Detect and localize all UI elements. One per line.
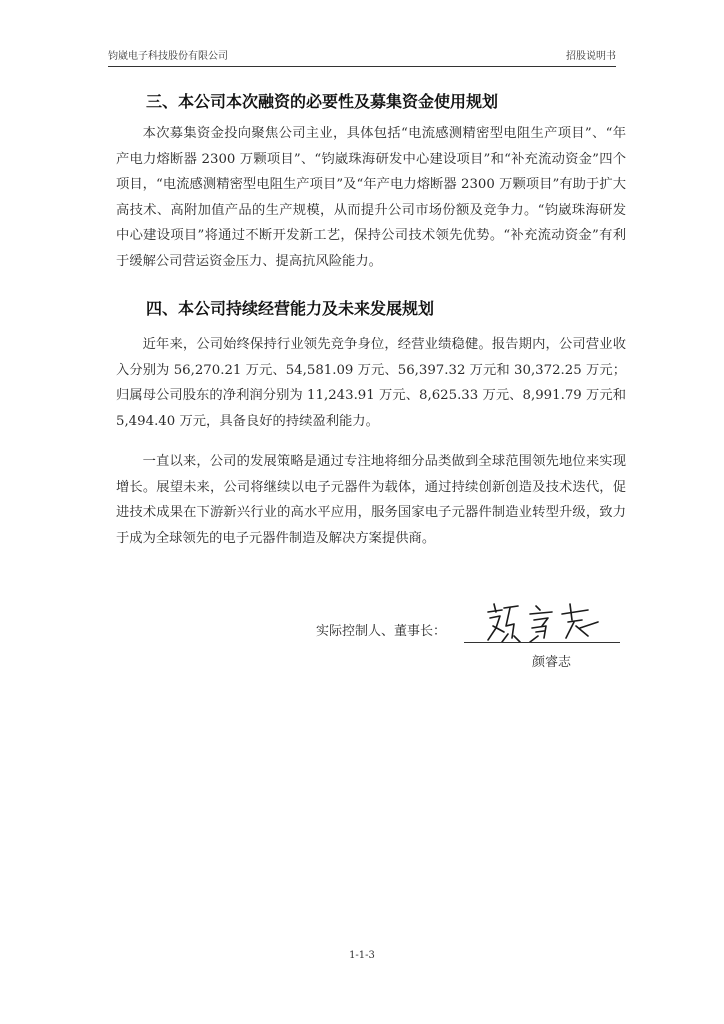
section-4-title: 四、本公司持续经营能力及未来发展规划 xyxy=(146,299,435,318)
header-company-name: 钧崴电子科技股份有限公司 xyxy=(108,51,228,62)
signature-line xyxy=(464,642,620,643)
header-document-type: 招股说明书 xyxy=(566,51,616,62)
signatory-name: 颜睿志 xyxy=(532,655,572,670)
section-3-paragraph: 本次募集资金投向聚焦公司主业，具体包括“电流感测精密型电阻生产项目”、“年产电力熔断器 2300 万颗项目”、“钧崴珠海研发中心建设项目”和“补充流动资金”四个项目，“电流感测精密型电阻生产项目”及“年产电力熔断器 2300 万颗项目”有助于扩大高技术、高附加值产品的生产规模，从而提升公司市场份额及竞争力。“钧崴珠海研发中心建设项目”将通过不断开发新工艺，保持公司技术领先优势。“补充流动资金”有利于缓解公司营运资金压力、提高抗风险能力。 xyxy=(116,126,626,269)
signature-label: 实际控制人、董事长： xyxy=(316,624,447,639)
page-number: 1-1-3 xyxy=(349,950,375,961)
section-3-title: 三、本公司本次融资的必要性及募集资金使用规划 xyxy=(146,92,499,111)
page-header xyxy=(108,50,616,67)
section-4-paragraph-1: 近年来，公司始终保持行业领先竞争身位，经营业绩稳健。报告期内，公司营业收入分别为 56,270.21 万元、54,581.09 万元、56,397.32 万元和 30,372.25 万元；归属母公司股东的净利润分别为 11,243.91 万元、8,625.33 万元、8,991.79 万元和 5,494.40 万元，具备良好的持续盈利能力。 xyxy=(116,337,626,429)
section-4-paragraph-2: 一直以来，公司的发展策略是通过专注地将细分品类做到全球范围领先地位来实现增长。展望未来，公司将继续以电子元器件为载体，通过持续创新创造及技术迭代，促进技术成果在下游新兴行业的高水平应用，服务国家电子元器件制造业转型升级，致力于成为全球领先的电子元器件制造及解决方案提供商。 xyxy=(116,454,626,546)
handwritten-signature xyxy=(484,598,604,646)
